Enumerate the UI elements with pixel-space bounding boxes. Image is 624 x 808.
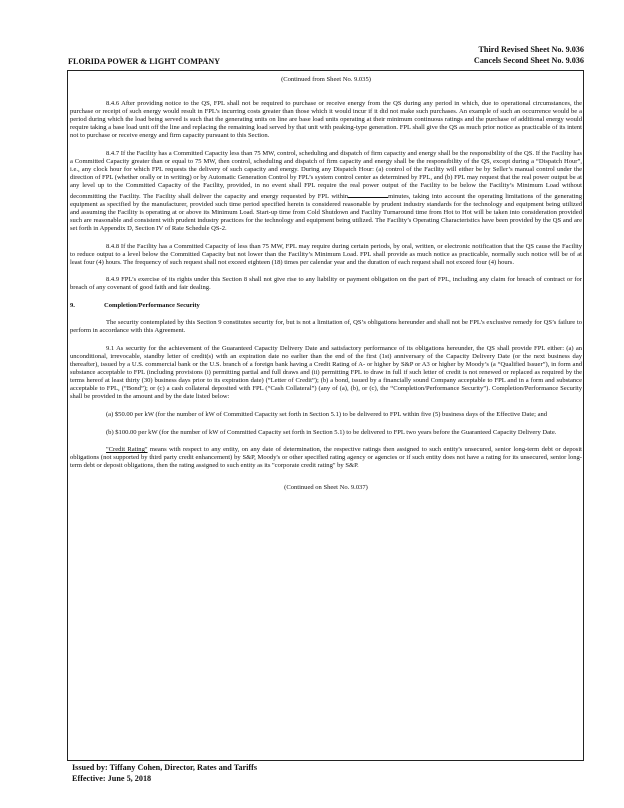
continued-on: (Continued on Sheet No. 9.037) xyxy=(284,484,368,492)
paragraph-8-4-7-part2: minutes, taking into account the operating limitations of the generating equipment as specified by the manufacturer, provided such time period specified herein is considered reasonable by prudent industry standards for the technology and equipment being utilized and assuming the Facility is operating at or above its Minimum Load. Start-up time from Cold Shutdown and Facility Turnaround time from Hot to Hot will be taken into consideration provided such are reasonable and consistent with prudent industry practices for the technology and equipment being utilized. The Facility’s Operating Characteristics have been provided by the QS and are set forth in Appendix D, Section IV of Rate Schedule QS-2. xyxy=(70,192,582,232)
minutes-blank xyxy=(348,191,388,198)
paragraph-8-4-6: 8.4.6 After providing notice to the QS, FPL shall not be required to purchase or receive energy from the QS during any period in which, due to operational circumstances, the purchase or receipt of such energy would result in FPL’s incurring costs greater than those which it would incur if it did not make such purchases. An example of such an occurrence would be a period during which the load being served is such that the generating units on line are base load units operating at their minimum continuous ratings and the purchase of additional energy would require taking a base load unit off the line and replacing the remaining load served by that unit with peaking-type generation. FPL shall give the QS as much prior notice as practicable of its intent not to purchase or receive energy and firm capacity pursuant to this Section. xyxy=(70,100,582,140)
continued-from: (Continued from Sheet No. 9.035) xyxy=(281,76,371,83)
cancels-sheet: Cancels Second Sheet No. 9.036 xyxy=(473,56,584,65)
effective-date: Effective: June 5, 2018 xyxy=(72,774,152,783)
paragraph-9-1-b: (b) $100.00 per kW (for the number of kW of Committed Capacity set forth in Section 5.1) to be delivered to FPL two years before the Guaranteed Capacity Delivery Date. xyxy=(106,428,557,436)
issued-by: Issued by: Tiffany Cohen, Director, Rates and Tariffs xyxy=(72,763,258,772)
credit-rating-text: means with respect to any entity, on any date of determination, the respective ratings then assigned to such entity's unsecured, senior long-term debt or deposit obligations (not supported by third party credit enhancement) by S&P, Moody's or other specified rating agency or agencies or if such entity does not have a rating for its unsecured, senior long-term debt or deposit obligations, then the rating assigned to such entity as its "corporate credit rating" by S&P. xyxy=(70,446,582,470)
section-title: Completion/Performance Security xyxy=(104,301,200,309)
paragraph-9-1-a: (a) $50.00 per kW (for the number of kW of Committed Capacity set forth in Section 5.1) to be delivered to FPL within five (5) business days of the Effective Date; and xyxy=(106,410,548,418)
paragraph-8-4-7 xyxy=(70,150,582,233)
section-9-heading xyxy=(70,302,582,310)
credit-rating-term: "Credit Rating" xyxy=(106,446,148,454)
credit-rating-definition xyxy=(70,446,582,470)
paragraph-9-1: 9.1 As security for the achievement of the Guaranteed Capacity Delivery Date and satisfactory performance of its obligations hereunder, the QS shall provide FPL either: (a) an unconditional, irrevocable, standby letter of credit(s) with an expiration date no earlier than the end of the first (1st) anniversary of the Capacity Delivery Date (or the next business day thereafter), issued by a U.S. commercial bank or the U.S. branch of a foreign bank having a Credit Rating of A- or higher by S&P or A3 or higher by Moody’s (a “Qualified Issuer”), in form and substance acceptable to FPL (including provisions (i) permitting partial and full draws and (ii) permitting FPL to draw in full if such letter of credit is not renewed or replaced as required by the terms hereof at least thirty (30) business days prior to its expiration date) (“Letter of Credit”); (b) a bond, issued by a financially sound Company acceptable to FPL and in a form and substance acceptable to FPL, (“Bond”); or (c) a cash collateral deposited with FPL (“Cash Collateral”) (any of (a), (b), or (c), the “Completion/Performance Security”). Completion/Performance Security shall be provided in the amount and by the date listed below: xyxy=(70,344,582,401)
company-name: FLORIDA POWER & LIGHT COMPANY xyxy=(68,57,221,66)
paragraph-8-4-7-part1: 8.4.7 If the Facility has a Committed Capacity less than 75 MW, control, scheduling and dispatch of firm capacity and energy shall be the responsibility of the QS. If the Facility has a Committed Capacity greater than or equal to 75 MW, then control, scheduling and dispatch of firm capacity and energy shall be the responsibility of the QS, except during a “Dispatch Hour”, i.e., any clock hour for which FPL requests the delivery of such capacity and energy. During any Dispatch Hour: (a) control of the Facility will either be by Seller’s manual control under the direction of FPL (whether orally or in writing) or by Automatic Generation Control by FPL’s system control center as determined by FPL, and (b) FPL may request that the real power output be at any level up to the Committed Capacity of the Facility, provided, in no event shall FPL require the real power output of the Facility to be below the Facility’s Minimum Load without decommitting the Facility. The Facility shall deliver the capacity and energy requested by FPL within xyxy=(70,150,582,200)
sheet-info xyxy=(474,44,584,66)
paragraph-8-4-9: 8.4.9 FPL’s exercise of its rights under this Section 8 shall not give rise to any liability or payment obligation on the part of FPL, including any claim for breach of contract or for breach of any covenant of good faith and fair dealing. xyxy=(70,276,582,292)
page-footer xyxy=(72,762,257,784)
document-body xyxy=(70,76,582,492)
page-header xyxy=(68,44,584,70)
section-9-intro: The security contemplated by this Section 9 constitutes security for, but is not a limitation of, QS’s obligations hereunder and shall not be FPL’s exclusive remedy for QS’s failure to perform in accordance with this Agreement. xyxy=(70,319,582,335)
sheet-number: Third Revised Sheet No. 9.036 xyxy=(478,45,584,54)
paragraph-8-4-8: 8.4.8 If the Facility has a Committed Capacity of less than 75 MW, FPL may require during certain periods, by oral, written, or electronic notification that the QS cause the Facility to reduce output to a level below the Committed Capacity but not lower than the Facility’s Minimum Load. FPL shall provide as much notice as practicable, normally such notice will be of at least four (4) hours. The frequency of such request shall not exceed eighteen (18) times per calendar year and the duration of each request shall not exceed four (4) hours. xyxy=(70,242,582,266)
section-number: 9. xyxy=(70,301,75,309)
